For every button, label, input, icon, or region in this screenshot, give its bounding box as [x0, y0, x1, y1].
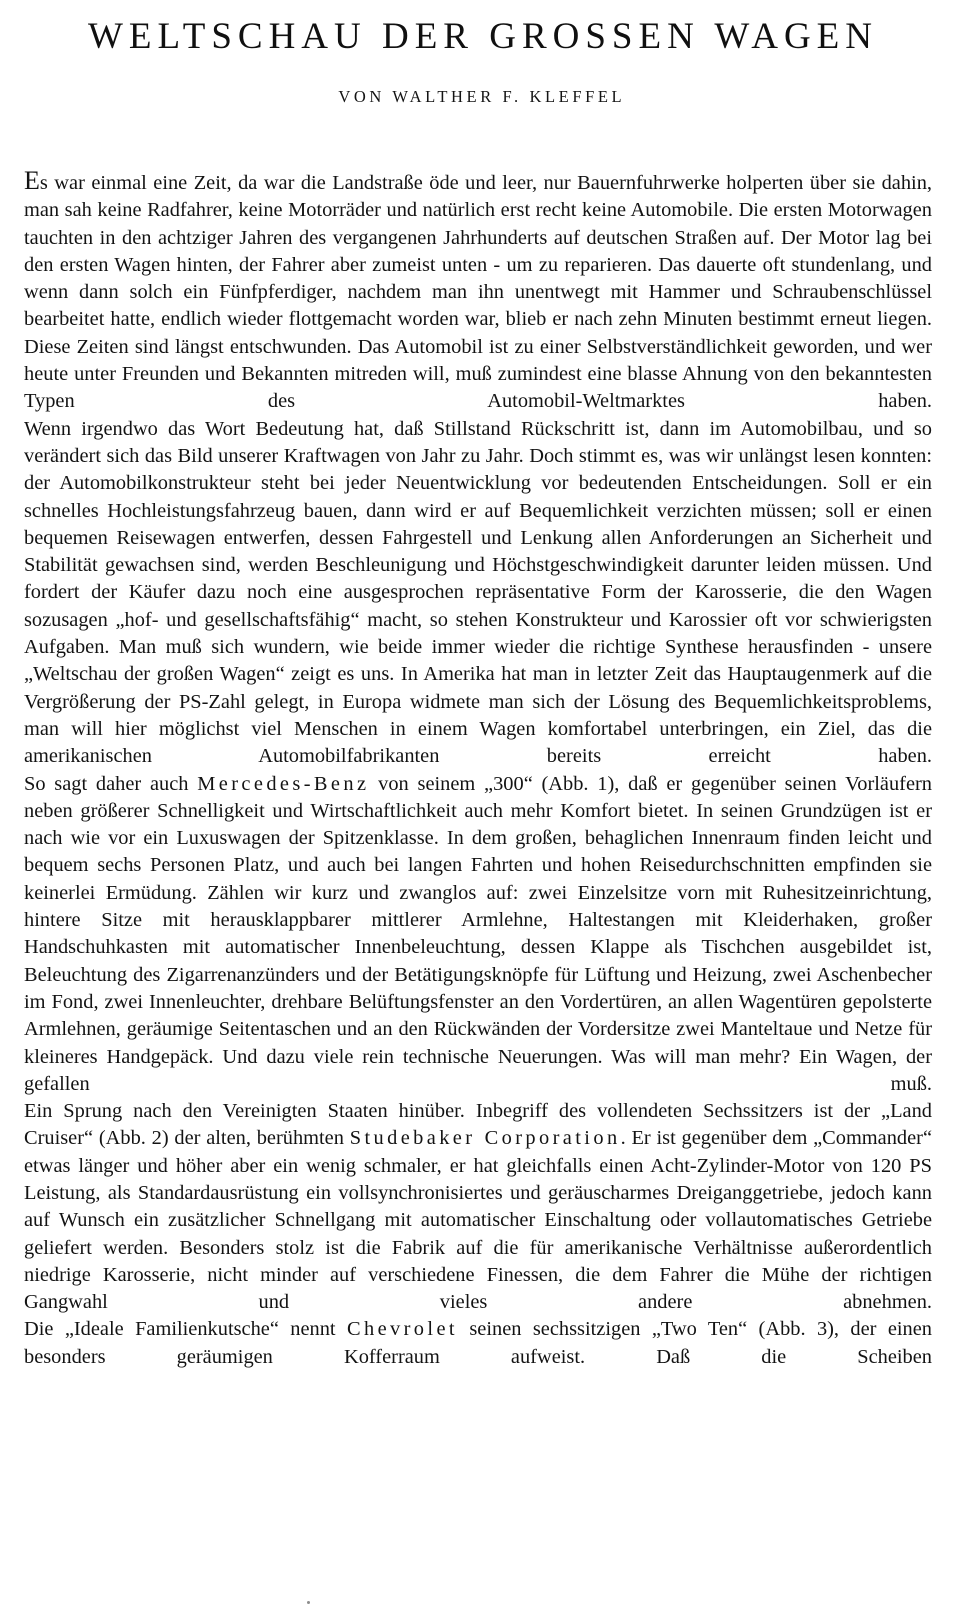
paragraph-6-lead: Die „Ideale Familienkutsche“ nennt [24, 1318, 347, 1341]
paragraph-4 [24, 771, 932, 1099]
scan-artifact-speck [307, 1601, 310, 1604]
paragraph-6-rest: seinen sechssitzigen „Two Ten“ (Abb. 3), der einen besonders geräumigen Kofferraum aufweist. Daß die Scheiben [24, 1318, 932, 1368]
brand-chevrolet: Chevrolet [346, 1318, 458, 1341]
paragraph-4-lead: So sagt daher auch [24, 772, 198, 795]
paragraph-5 [24, 1098, 932, 1316]
paragraph-4-rest: von seinem „300“ (Abb. 1), daß er gegenüber seinen Vorläufern neben größerer Schnelligkeit und Wirtschaftlichkeit auch mehr Komfort bietet. In seinen Grundzügen ist er nach wie vor ein Luxuswagen der Spitzenklasse. In dem großen, behaglichen Innenraum finden leicht und bequem sechs Personen Platz, und auch bei langen Fahrten und hohen Reisedurchschnitten empfinden sie keinerlei Ermüdung. Zählen wir kurz und zwanglos auf: zwei Einzelsitze vorn mit Ruhesitzeinrichtung, hintere Sitze mit herausklappbarer mittlerer Armlehne, Haltestangen mit Kleiderhaken, großer Handschuhkasten mit automatischer Innenbeleuchtung, dessen Klappe als Tischchen ausgebildet ist, Beleuchtung des Zigarrenanzünders und der Betätigungsknöpfe für Lüftung und Heizung, zwei Aschenbecher im Fond, zwei Innenleuchter, drehbare Belüftungsfenster an den Vordertüren, an allen Wagentüren gepolsterte Armlehnen, geräumige Seitentaschen und an den Rückwänden der Vordersitze zwei Manteltaue und Netze für kleineres Handgepäck. Und dazu viele rein technische Neuerungen. Was will man mehr? Ein Wagen, der gefallen muß. [24, 772, 932, 1095]
paragraph-1-text: s war einmal eine Zeit, da war die Landstraße öde und leer, nur Bauernfuhrwerke holperten über sie dahin, man sah keine Radfahrer, keine Motorräder und natürlich erst recht keine Automobile. Die ersten Motorwagen tauchten in den achtziger Jahren des vergangenen Jahrhunderts auf deutschen Straßen auf. Der Motor lag bei den ersten Wagen hinten, der Fahrer aber zumeist unten - um zu reparieren. Das dauerte oft stundenlang, und wenn dann solch ein Fünfpferdiger, nachdem man ihn unentwegt mit Hammer und Schraubenschlüssel bearbeitet hatte, endlich wieder flottgemacht worden war, blieb er nach zehn Minuten bestimmt erneut liegen. [24, 172, 932, 331]
paragraph-5-rest: . Er ist gegenüber dem „Commander“ etwas länger und höher aber ein wenig schmaler, er hat gleichfalls einen Acht-Zylinder-Motor von 120 PS Leistung, als Standardausrüstung ein vollsynchronisiertes und geräuscharmes Dreiganggetriebe, jedoch kann auf Wunsch ein zusätzlicher Schnellgang mit automatischer Einschaltung oder vollautomatisches Getriebe geliefert werden. Besonders stolz ist die Fabrik auf die für amerikanische Verhältnisse außerordentlich niedrige Karosserie, nicht minder auf verschiedene Finessen, die dem Fahrer die Mühe der richtigen Gangwahl und vieles andere abnehmen. [24, 1127, 932, 1314]
paragraph-6 [24, 1316, 932, 1371]
paragraph-1 [24, 166, 932, 334]
article-body [24, 166, 932, 1371]
initial-capital: E [24, 166, 40, 195]
brand-mercedes-benz: Mercedes-Benz [197, 772, 370, 795]
page-title: WELTSCHAU DER GROSSEN WAGEN [87, 16, 878, 57]
paragraph-5-lead: Ein Sprung nach den Vereinigten Staaten hinüber. Inbegriff des vollendeten Sechssitzers ist der „Land Cruiser“ (Abb. 2) der alten, berühmten [24, 1100, 932, 1150]
masthead [0, 0, 960, 107]
byline-author: VON WALTHER F. KLEFFEL [338, 86, 626, 106]
brand-studebaker-corporation: Studebaker Corporation [349, 1127, 621, 1150]
paragraph-3: Wenn irgendwo das Wort Bedeutung hat, daß Stillstand Rückschritt ist, dann im Automobilbau, und so verändert sich das Bild unserer Kraftwagen von Jahr zu Jahr. Doch stimmt es, was wir unlängst lesen konnten: der Automobilkonstrukteur steht bei jeder Neuentwicklung vor bedeutenden Entscheidungen. Soll er ein schnelles Hochleistungsfahrzeug bauen, dann wird er auf Bequemlichkeit verzichten müssen; soll er einen bequemen Reisewagen entwerfen, dessen Fahrgestell und Lenkung allen Anforderungen an Sicherheit und Stabilität gewachsen sind, werden Beschleunigung und Höchstgeschwindigkeit darunter leiden müssen. Und fordert der Käufer dazu noch eine ausgesprochen repräsentative Form der Karosserie, die den Wagen sozusagen „hof- und gesellschaftsfähig“ macht, so stehen Konstrukteur und Karossier oft vor schwierigsten Aufgaben. Man muß sich wundern, wie beide immer wieder die richtige Synthese herausfinden - unsere „Weltschau der großen Wagen“ zeigt es uns. In Amerika hat man in letzter Zeit das Hauptaugenmerk auf die Vergrößerung der PS-Zahl gelegt, in Europa widmete man sich der Lösung des Bequemlichkeitsproblems, man will hier möglichst viel Menschen in einem Wagen komfortabel unterbringen, ein Ziel, das die amerikanischen Automobilfabrikanten bereits erreicht haben. [24, 417, 932, 768]
paragraph-2: Diese Zeiten sind längst entschwunden. Das Automobil ist zu einer Selbstverständlichkeit geworden, und wer heute unter Freunden und Bekannten mitreden will, muß zumindest eine blasse Ahnung von den bekanntesten Typen des Automobil-Weltmarktes haben. [24, 335, 932, 413]
